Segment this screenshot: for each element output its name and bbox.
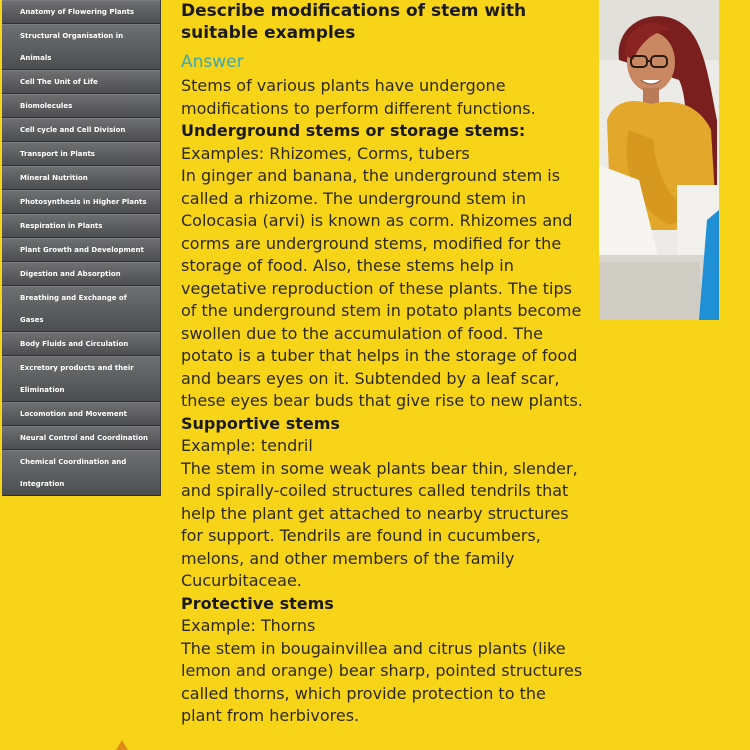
sidebar-nav: [2, 0, 161, 496]
sidebar-item-body-fluids-and-circulation[interactable]: Body Fluids and Circulation: [2, 332, 160, 356]
section-example-underground-stems: Examples: Rhizomes, Corms, tubers: [181, 143, 470, 163]
sidebar-item-label: Breathing and Exchange of: [20, 294, 127, 302]
sidebar-item-plant-growth-and-development[interactable]: Plant Growth and Development: [2, 238, 160, 262]
sidebar-item-respiration-in-plants[interactable]: Respiration in Plants: [2, 214, 160, 238]
sidebar-item-biomolecules[interactable]: Biomolecules: [2, 94, 160, 118]
sidebar-item-cell-cycle-and-cell-division[interactable]: Cell cycle and Cell Division: [2, 118, 160, 142]
answer-intro: Stems of various plants have undergone modifications to perform different functions.: [181, 76, 536, 118]
section-heading-supportive-stems: Supportive stems: [181, 413, 340, 433]
promo-image-student-with-laptop[interactable]: [599, 0, 719, 320]
sidebar-item-locomotion-and-movement[interactable]: Locomotion and Movement: [2, 402, 160, 426]
sidebar-item-neural-control-and-coordination[interactable]: Neural Control and Coordination: [2, 426, 160, 450]
section-heading-underground-stems: Underground stems or storage stems:: [181, 121, 526, 140]
sidebar-item-anatomy-of-flowering-plants[interactable]: Anatomy of Flowering Plants: [2, 0, 160, 24]
answer-label: Answer: [181, 52, 244, 72]
section-example-protective-stems: Example: Thorns: [181, 616, 316, 635]
question-title: Describe modifications of stem with suitable examples: [181, 1, 527, 43]
sidebar-item-breathing-and-exchange-of-gases[interactable]: [2, 286, 160, 332]
sidebar-item-label-line2: Animals: [20, 54, 52, 62]
sidebar-item-cell-the-unit-of-life[interactable]: Cell The Unit of Life: [2, 70, 160, 94]
sidebar-item-label: Chemical Coordination and: [20, 458, 127, 466]
decorative-corner-mark-icon: [112, 738, 132, 750]
sidebar-item-transport-in-plants[interactable]: Transport in Plants: [2, 142, 160, 166]
sidebar-item-label-line2: Integration: [20, 480, 65, 488]
sidebar-item-photosynthesis-in-higher-plants[interactable]: Photosynthesis in Higher Plants: [2, 190, 160, 214]
sidebar-item-label: Structural Organisation in: [20, 32, 124, 40]
section-text-underground-stems: In ginger and banana, the underground stem is called a rhizome. The underground stem in Colocasia (arvi) is known as corm. Rhizomes and corms are underground stems, modified for the storage of food. Also, these stems help in vegetative reproduction of these plants. The tips of the underground stem in potato plants become swollen due to the accumulation of food. The potato is a tuber that helps in the storage of food and bears eyes on it. Subtended by a leaf scar, these eyes bear buds that give rise to new plants.: [181, 166, 583, 410]
sidebar-item-label: Excretory products and their: [20, 364, 134, 372]
section-example-supportive-stems: Example: tendril: [181, 436, 313, 455]
sidebar-item-label-line2: Gases: [20, 316, 44, 324]
sidebar-item-mineral-nutrition[interactable]: Mineral Nutrition: [2, 166, 160, 190]
sidebar-item-digestion-and-absorption[interactable]: Digestion and Absorption: [2, 262, 160, 286]
sidebar-item-chemical-coordination-and-integration[interactable]: [2, 450, 160, 496]
section-heading-protective-stems: Protective stems: [181, 593, 334, 613]
sidebar-item-structural-organisation-in-animals[interactable]: [2, 24, 160, 70]
answer-content: [181, 0, 591, 728]
sidebar-item-label-line2: Elimination: [20, 386, 65, 394]
section-text-supportive-stems: The stem in some weak plants bear thin, slender, and spirally-coiled structures called tendrils that help the plant get attached to nearby structures for support. Tendrils are found in cucumbers, melons, and other members of the family Cucurbitaceae.: [181, 458, 578, 590]
section-text-protective-stems: The stem in bougainvillea and citrus plants (like lemon and orange) bear sharp, pointed structures called thorns, which provide protection to the plant from herbivores.: [181, 638, 583, 725]
promo-illustration: [599, 0, 719, 320]
sidebar-item-excretory-products-and-their-elimination[interactable]: [2, 356, 160, 402]
